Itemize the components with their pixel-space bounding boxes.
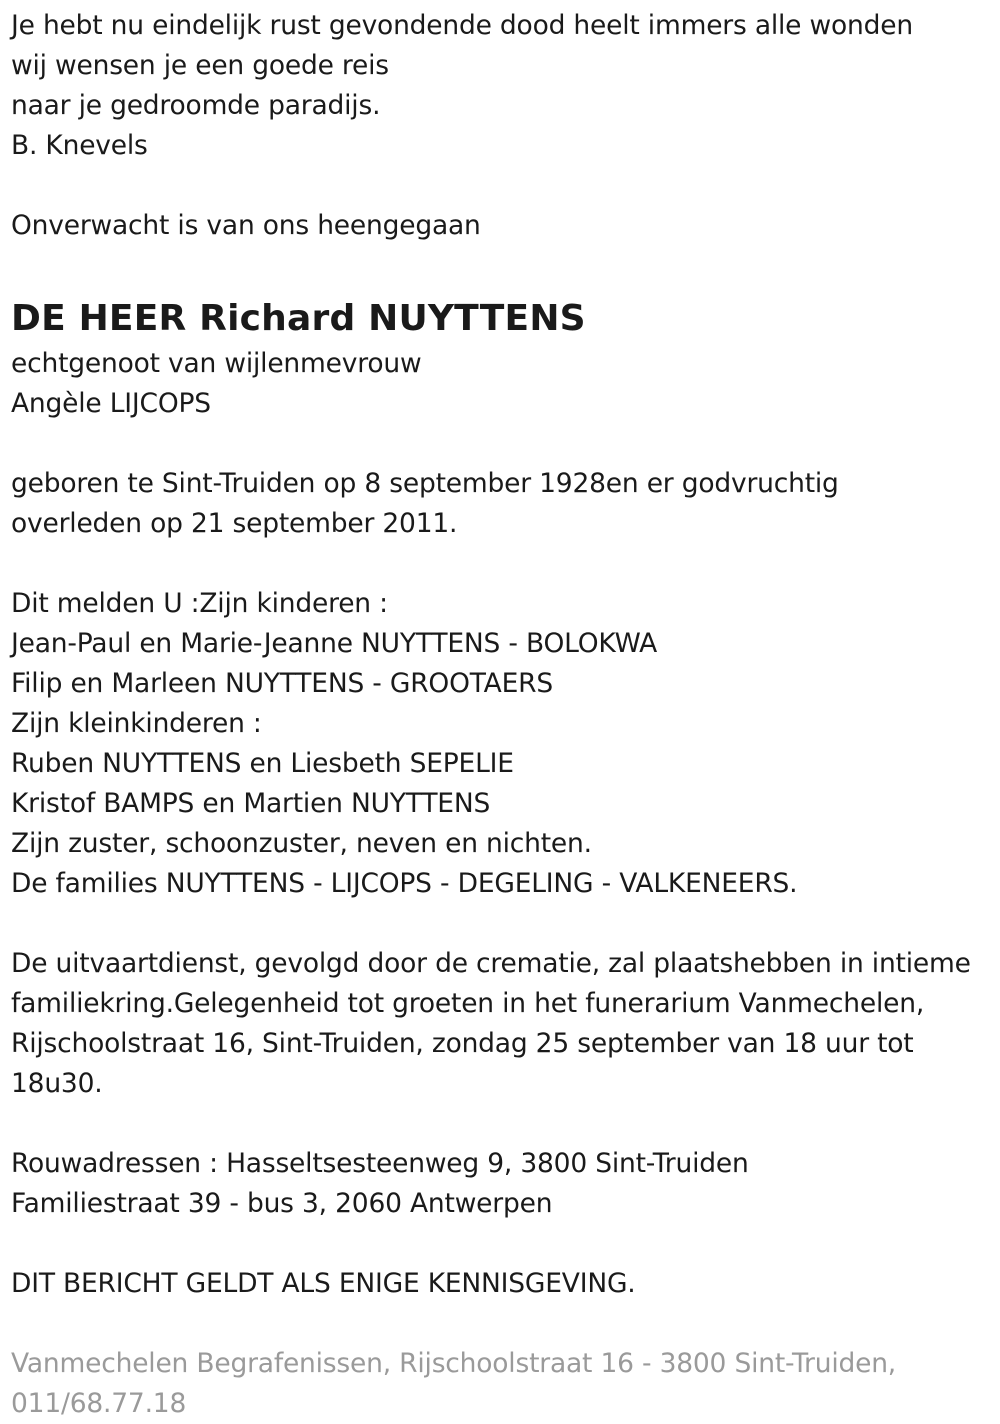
- spouse-name: Angèle LIJCOPS: [11, 388, 211, 419]
- spacer: [11, 246, 1000, 296]
- spacer: [11, 1224, 1000, 1264]
- spouse-label: echtgenoot van wijlenmevrouw: [11, 348, 422, 379]
- addresses-block: [11, 1144, 1000, 1224]
- death-line: overleden op 21 september 2011.: [11, 508, 458, 539]
- deceased-block: [11, 296, 1000, 424]
- family-line: Ruben NUYTTENS en Liesbeth SEPELIE: [11, 748, 514, 779]
- spacer: [11, 166, 1000, 206]
- service-block: [11, 944, 1000, 1104]
- address-line: Rouwadressen : Hasseltsesteenweg 9, 3800 Sint-Truiden: [11, 1148, 749, 1179]
- family-block: [11, 584, 1000, 904]
- spacer: [11, 904, 1000, 944]
- poem-author: B. Knevels: [11, 130, 148, 161]
- address-line: Familiestraat 39 - bus 3, 2060 Antwerpen: [11, 1188, 553, 1219]
- family-line: Jean-Paul en Marie-Jeanne NUYTTENS - BOLOKWA: [11, 628, 658, 659]
- poem-line: wij wensen je een goede reis: [11, 50, 389, 81]
- deceased-name: DE HEER Richard NUYTTENS: [11, 298, 586, 339]
- family-line: De families NUYTTENS - LIJCOPS - DEGELING - VALKENEERS.: [11, 868, 798, 899]
- poem-line: naar je gedroomde paradijs.: [11, 90, 381, 121]
- service-line: De uitvaartdienst, gevolgd door de crematie, zal plaatshebben in intieme: [11, 948, 971, 979]
- service-line: familiekring.Gelegenheid tot groeten in het funerarium Vanmechelen,: [11, 988, 925, 1019]
- family-line: Dit melden U :Zijn kinderen :: [11, 588, 388, 619]
- notice-text: DIT BERICHT GELDT ALS ENIGE KENNISGEVING.: [11, 1268, 636, 1299]
- poem-line: Je hebt nu eindelijk rust gevondende dood heelt immers alle wonden: [11, 10, 913, 41]
- family-line: Zijn kleinkinderen :: [11, 708, 262, 739]
- spacer: [11, 424, 1000, 464]
- funeral-home-footer: [11, 1344, 1000, 1424]
- poem-block: [11, 6, 1000, 166]
- family-line: Filip en Marleen NUYTTENS - GROOTAERS: [11, 668, 553, 699]
- birth-line: geboren te Sint-Truiden op 8 september 1928en er godvruchtig: [11, 468, 839, 499]
- intro-text: Onverwacht is van ons heengegaan: [11, 210, 481, 241]
- family-line: Zijn zuster, schoonzuster, neven en nichten.: [11, 828, 592, 859]
- family-line: Kristof BAMPS en Martien NUYTTENS: [11, 788, 491, 819]
- service-line: Rijschoolstraat 16, Sint-Truiden, zondag 25 september van 18 uur tot: [11, 1028, 914, 1059]
- service-line: 18u30.: [11, 1068, 103, 1099]
- birth-death-block: [11, 464, 1000, 544]
- footer-line: Vanmechelen Begrafenissen, Rijschoolstraat 16 - 3800 Sint-Truiden,: [11, 1348, 897, 1379]
- footer-phone: 011/68.77.18: [11, 1388, 187, 1419]
- spacer: [11, 1304, 1000, 1344]
- spacer: [11, 1104, 1000, 1144]
- spacer: [11, 544, 1000, 584]
